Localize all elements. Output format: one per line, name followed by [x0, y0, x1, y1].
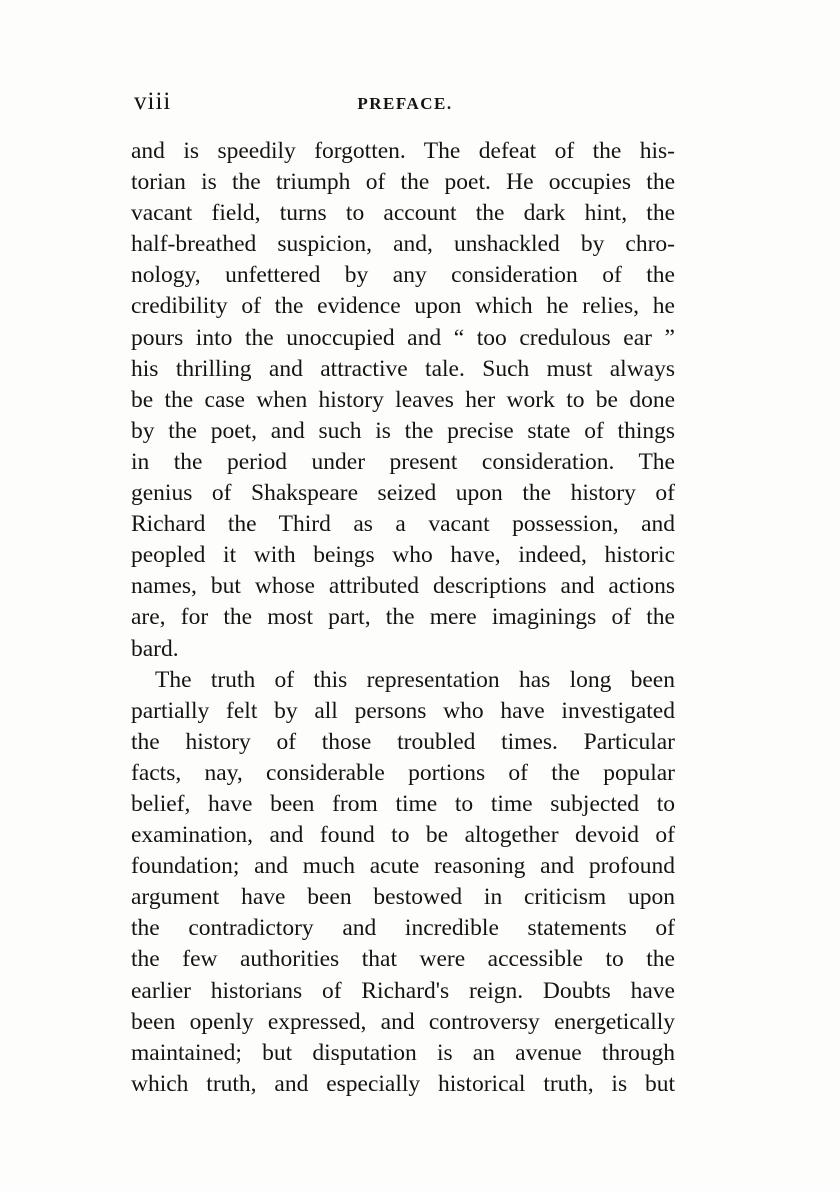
text-line: nology, unfettered by any consideration of the	[131, 262, 675, 289]
text-line: partially felt by all persons who have investigated	[131, 697, 675, 724]
body-text	[131, 136, 675, 1100]
text-line: genius of Shakspeare seized upon the history of	[131, 480, 675, 507]
text-line: his thrilling and attractive tale. Such must always	[131, 355, 675, 382]
text-line: maintained; but disputation is an avenue through	[131, 1039, 675, 1066]
text-line: names, but whose attributed descriptions and actions	[131, 573, 675, 600]
page-number: viii	[134, 88, 172, 115]
text-line: Richard the Third as a vacant possession, and	[131, 511, 675, 538]
text-line: be the case when history leaves her work to be done	[131, 386, 675, 413]
running-head: PREFACE.	[357, 94, 453, 113]
text-line: belief, have been from time to time subjected to	[131, 790, 675, 817]
text-line: by the poet, and such is the precise state of things	[131, 417, 675, 444]
paragraph-end-line: bard.	[131, 635, 179, 662]
text-line: half-breathed suspicion, and, unshackled by chro-	[131, 231, 675, 258]
text-line: foundation; and much acute reasoning and profound	[131, 853, 675, 880]
page-header	[134, 88, 676, 120]
text-line: examination, and found to be altogether devoid of	[131, 822, 675, 849]
text-line: earlier historians of Richard's reign. Doubts have	[131, 977, 675, 1004]
text-line: credibility of the evidence upon which he relies, he	[131, 293, 675, 320]
text-line: the history of those troubled times. Particular	[131, 728, 675, 755]
text-line: argument have been bestowed in criticism upon	[131, 884, 675, 911]
text-line: in the period under present consideration. The	[131, 448, 675, 475]
text-line: are, for the most part, the mere imaginings of the	[131, 604, 675, 631]
text-line: which truth, and especially historical truth, is but	[131, 1070, 675, 1097]
text-line: facts, nay, considerable portions of the popular	[131, 759, 675, 786]
text-line: pours into the unoccupied and “ too credulous ear ”	[131, 324, 675, 351]
text-line: been openly expressed, and controversy energetically	[131, 1008, 675, 1035]
text-line: and is speedily forgotten. The defeat of the his-	[131, 138, 675, 164]
text-line: peopled it with beings who have, indeed, historic	[131, 542, 675, 569]
text-line: vacant field, turns to account the dark hint, the	[131, 200, 675, 227]
text-line: torian is the triumph of the poet. He occupies the	[131, 169, 675, 196]
text-line: the few authorities that were accessible to the	[131, 946, 675, 973]
paragraph-start-line: The truth of this representation has long been	[155, 666, 675, 693]
text-line: the contradictory and incredible statements of	[131, 915, 675, 942]
